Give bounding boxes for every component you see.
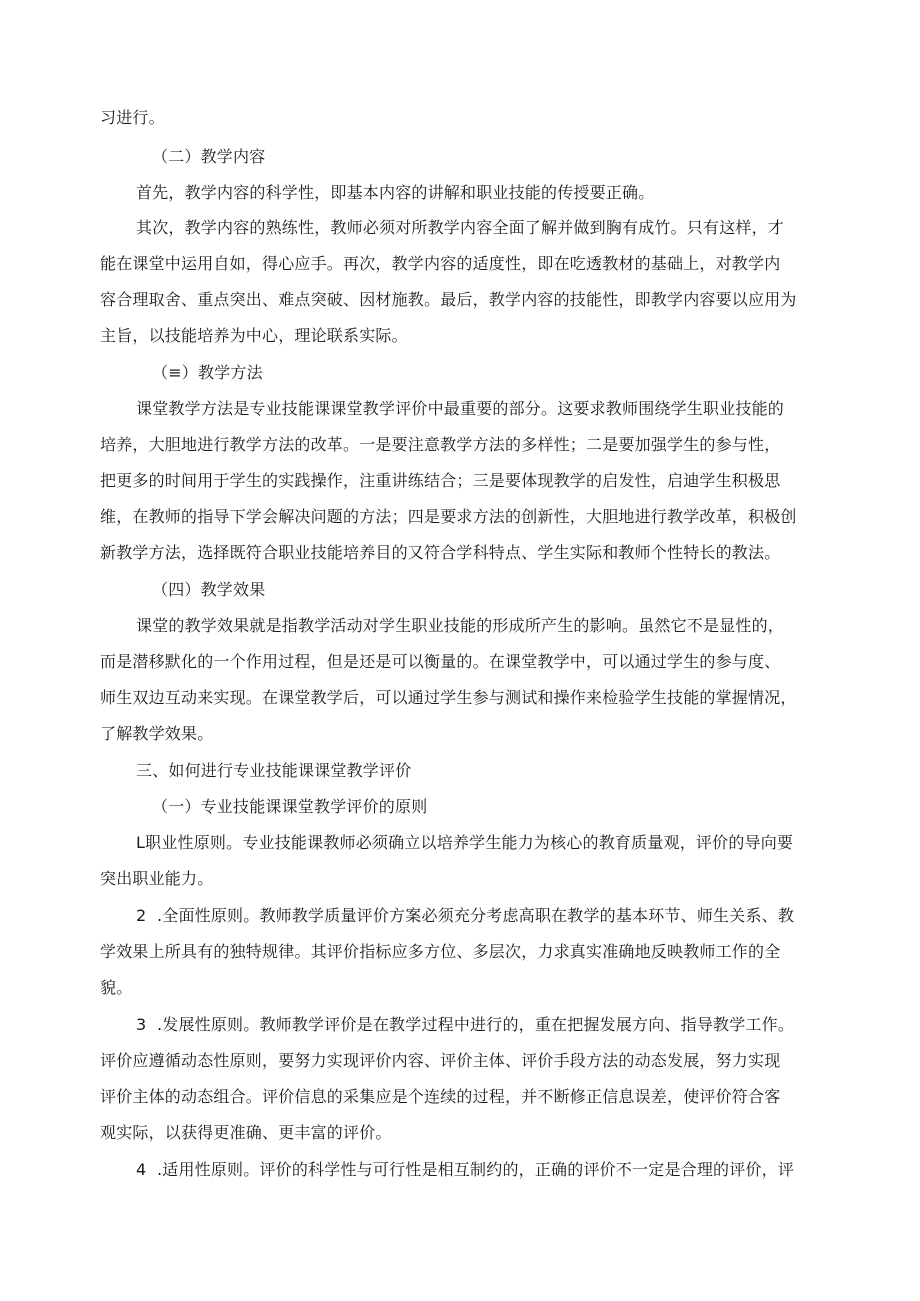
text-line: 貌。: [100, 978, 133, 997]
section-heading: （一）专业技能课课堂教学评价的原则: [152, 797, 428, 816]
section-heading: （四）教学效果: [152, 580, 266, 599]
text-line: 把更多的时间用于学生的实践操作，注重讲练结合；三是要体现教学的启发性，启迪学生积极思: [100, 471, 781, 490]
text-line: 而是潜移默化的一个作用过程，但是还是可以衡量的。在课堂教学中，可以通过学生的参与度、: [100, 652, 781, 671]
text-line: L职业性原则。专业技能课教师必须确立以培养学生能力为核心的教育质量观，评价的导向要: [136, 833, 794, 852]
text-line: 培养，大胆地进行教学方法的改革。一是要注意教学方法的多样性；二是要加强学生的参与性，: [100, 435, 781, 454]
text-line: 学效果上所具有的独特规律。其评价指标应多方位、多层次，力求真实准确地反映教师工作的全: [100, 942, 781, 961]
text-line: 主旨，以技能培养为中心，理论联系实际。: [100, 326, 408, 345]
text-line: 评价应遵循动态性原则，要努力实现评价内容、评价主体、评价手段方法的动态发展，努力实现: [100, 1051, 781, 1070]
text-line: 首先，教学内容的科学性，即基本内容的讲解和职业技能的传授要正确。: [136, 183, 655, 202]
text-line: 习进行。: [100, 108, 165, 127]
text-line: 课堂的教学效果就是指教学活动对学生职业技能的形成所产生的影响。虽然它不是显性的，: [136, 616, 785, 635]
text-line: 课堂教学方法是专业技能课课堂教学评价中最重要的部分。这要求教师围绕学生职业技能的: [136, 399, 785, 418]
text-line: 能在课堂中运用自如，得心应手。再次，教学内容的适度性，即在吃透教材的基础上，对教学内: [100, 254, 781, 273]
text-line: 2 .全面性原则。教师教学质量评价方案必须充分考虑高职在教学的基本环节、师生关系、教: [136, 906, 795, 925]
text-line: 评价主体的动态组合。评价信息的采集应是个连续的过程，并不断修正信息误差，使评价符合客: [100, 1087, 781, 1106]
text-line: 师生双边互动来实现。在课堂教学后，可以通过学生参与测试和操作来检验学生技能的掌握情况，: [100, 688, 797, 707]
section-heading: （二）教学内容: [152, 147, 266, 166]
text-line: 突出职业能力。: [100, 869, 214, 888]
text-line: 了解教学效果。: [100, 724, 214, 743]
text-line: 3 .发展性原则。教师教学评价是在教学过程中进行的，重在把握发展方向、指导教学工作。: [136, 1015, 795, 1034]
text-line: 容合理取舍、重点突出、难点突破、因材施教。最后，教学内容的技能性，即教学内容要以应用为: [100, 290, 797, 309]
text-line: 其次，教学内容的熟练性，教师必须对所教学内容全面了解并做到胸有成竹。只有这样，才: [136, 218, 785, 237]
section-heading: （≡）教学方法: [152, 363, 263, 382]
text-line: 4 .适用性原则。评价的科学性与可行性是相互制约的，正确的评价不一定是合理的评价，评: [136, 1160, 795, 1179]
text-line: 新教学方法，选择既符合职业技能培养目的又符合学科特点、学生实际和教师个性特长的教法。: [100, 543, 781, 562]
text-line: 观实际，以获得更准确、更丰富的评价。: [100, 1123, 392, 1142]
text-line: 维，在教师的指导下学会解决问题的方法；四是要求方法的创新性，大胆地进行教学改革，积极创: [100, 507, 797, 526]
major-heading: 三、如何进行专业技能课课堂教学评价: [136, 761, 412, 780]
